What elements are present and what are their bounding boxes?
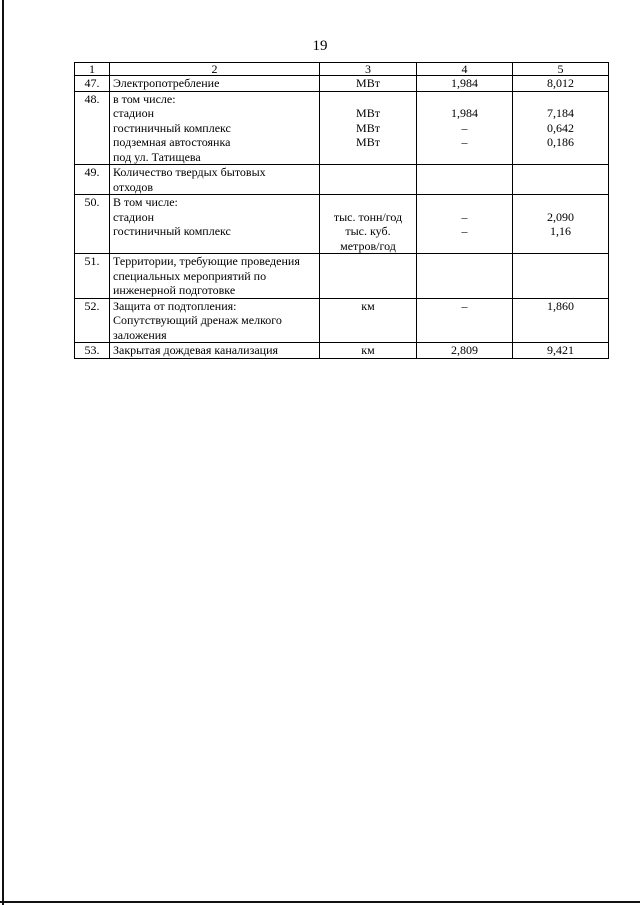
value-col5-line: 9,421 [547,343,574,357]
table-body [75,63,609,359]
indicator-name-line: инженерной подготовке [113,283,236,297]
value-col5-line: 8,012 [547,76,574,90]
unit-line: тыс. куб. [345,224,391,238]
table-row [75,343,609,359]
page-number: 19 [312,38,328,54]
value-col5-cell [513,254,609,299]
value-col4-line: 1,984 [451,76,478,90]
row-number-cell: 47. [75,76,110,92]
indicator-name-cell [110,254,320,299]
unit-cell [320,165,417,195]
table-row [75,91,609,165]
value-col4-cell [417,343,513,359]
value-col4-cell [417,298,513,343]
indicator-name-line: под ул. Татищева [113,149,201,164]
indicator-name-line: в том числе: [113,91,176,106]
indicator-name-line: Закрытая дождевая канализация [113,343,279,357]
value-col4-line: 1,984 [451,106,478,120]
indicator-name-line: В том числе: [113,195,178,209]
value-col4-cell [417,165,513,195]
table-row [75,298,609,343]
unit-line: МВт [356,76,380,90]
value-col5-line: 2,090 [547,209,574,224]
value-col5-line [516,150,605,165]
header-cell-1: 1 [75,63,110,76]
header-cell-2: 2 [110,63,320,76]
value-col5-cell [513,165,609,195]
unit-line [323,150,413,165]
value-col5-line: 1,16 [550,224,571,238]
value-col5-line [516,92,605,107]
value-col4-line: – [461,224,468,238]
unit-line: км [361,298,375,313]
unit-line [323,92,413,107]
indicator-name-cell [110,195,320,254]
unit-cell [320,298,417,343]
unit-cell [320,91,417,165]
indicator-name-line: Защита от подтопления: [113,298,237,313]
data-table [74,62,609,359]
indicator-name-line: заложения [113,327,167,342]
value-col4-cell [417,76,513,92]
value-col4-line [420,150,509,165]
unit-line: МВт [356,120,380,135]
value-col4-line [420,195,509,210]
value-col5-cell [513,298,609,343]
indicator-name-line: гостиничный комплекс [113,120,231,135]
table-header-row [75,63,609,76]
unit-cell [320,76,417,92]
row-number-cell: 52. [75,298,110,343]
indicator-name-line: специальных мероприятий по [113,268,267,283]
indicator-name-cell [110,343,320,359]
indicator-name-line: Территории, требующие проведения [113,254,300,268]
indicator-name-line: стадион [113,209,154,224]
value-col4-cell [417,254,513,299]
unit-line: км [361,343,375,357]
indicator-name-cell [110,76,320,92]
value-col4-line: – [461,120,468,135]
page-edge-bottom [0,901,640,903]
indicator-name-cell [110,165,320,195]
value-col4-line [420,92,509,107]
unit-line [323,195,413,210]
indicator-name-line: стадион [113,106,154,120]
indicator-name-line: гостиничный комплекс [113,224,231,238]
page-edge-left [2,0,4,905]
row-number-cell: 53. [75,343,110,359]
unit-line: тыс. тонн/год [333,209,403,224]
unit-line: МВт [356,106,380,120]
unit-cell [320,254,417,299]
indicator-name-line: Количество твердых бытовых [113,165,266,179]
table-row [75,165,609,195]
value-col5-line: 7,184 [547,106,574,120]
value-col4-line: – [461,298,468,313]
header-cell-3: 3 [320,63,417,76]
value-col4-line: 2,809 [451,343,478,357]
table-row [75,254,609,299]
header-cell-5: 5 [513,63,609,76]
row-number-cell: 51. [75,254,110,299]
indicator-name-cell [110,298,320,343]
value-col5-cell [513,76,609,92]
unit-cell [320,343,417,359]
row-number-cell: 48. [75,91,110,165]
value-col4-cell [417,91,513,165]
value-col5-line: 0,186 [547,135,574,149]
indicator-name-line: подземная автостоянка [113,135,231,149]
indicator-name-line: Электропотребление [113,76,220,90]
value-col5-line [516,195,605,210]
value-col5-cell [513,195,609,254]
indicator-name-cell [110,91,320,165]
value-col5-cell [513,343,609,359]
value-col5-line: 0,642 [547,120,574,135]
header-cell-4: 4 [417,63,513,76]
table-row [75,76,609,92]
value-col4-cell [417,195,513,254]
value-col5-line: 1,860 [547,298,574,313]
unit-line: МВт [356,135,380,149]
value-col4-line: – [461,135,468,149]
row-number-cell: 49. [75,165,110,195]
unit-cell [320,195,417,254]
value-col4-line: – [461,209,468,224]
value-col5-cell [513,91,609,165]
row-number-cell: 50. [75,195,110,254]
indicator-name-line: отходов [113,179,154,194]
table-row [75,195,609,254]
unit-line: метров/год [340,238,396,253]
indicator-name-line: Сопутствующий дренаж мелкого [113,313,282,327]
